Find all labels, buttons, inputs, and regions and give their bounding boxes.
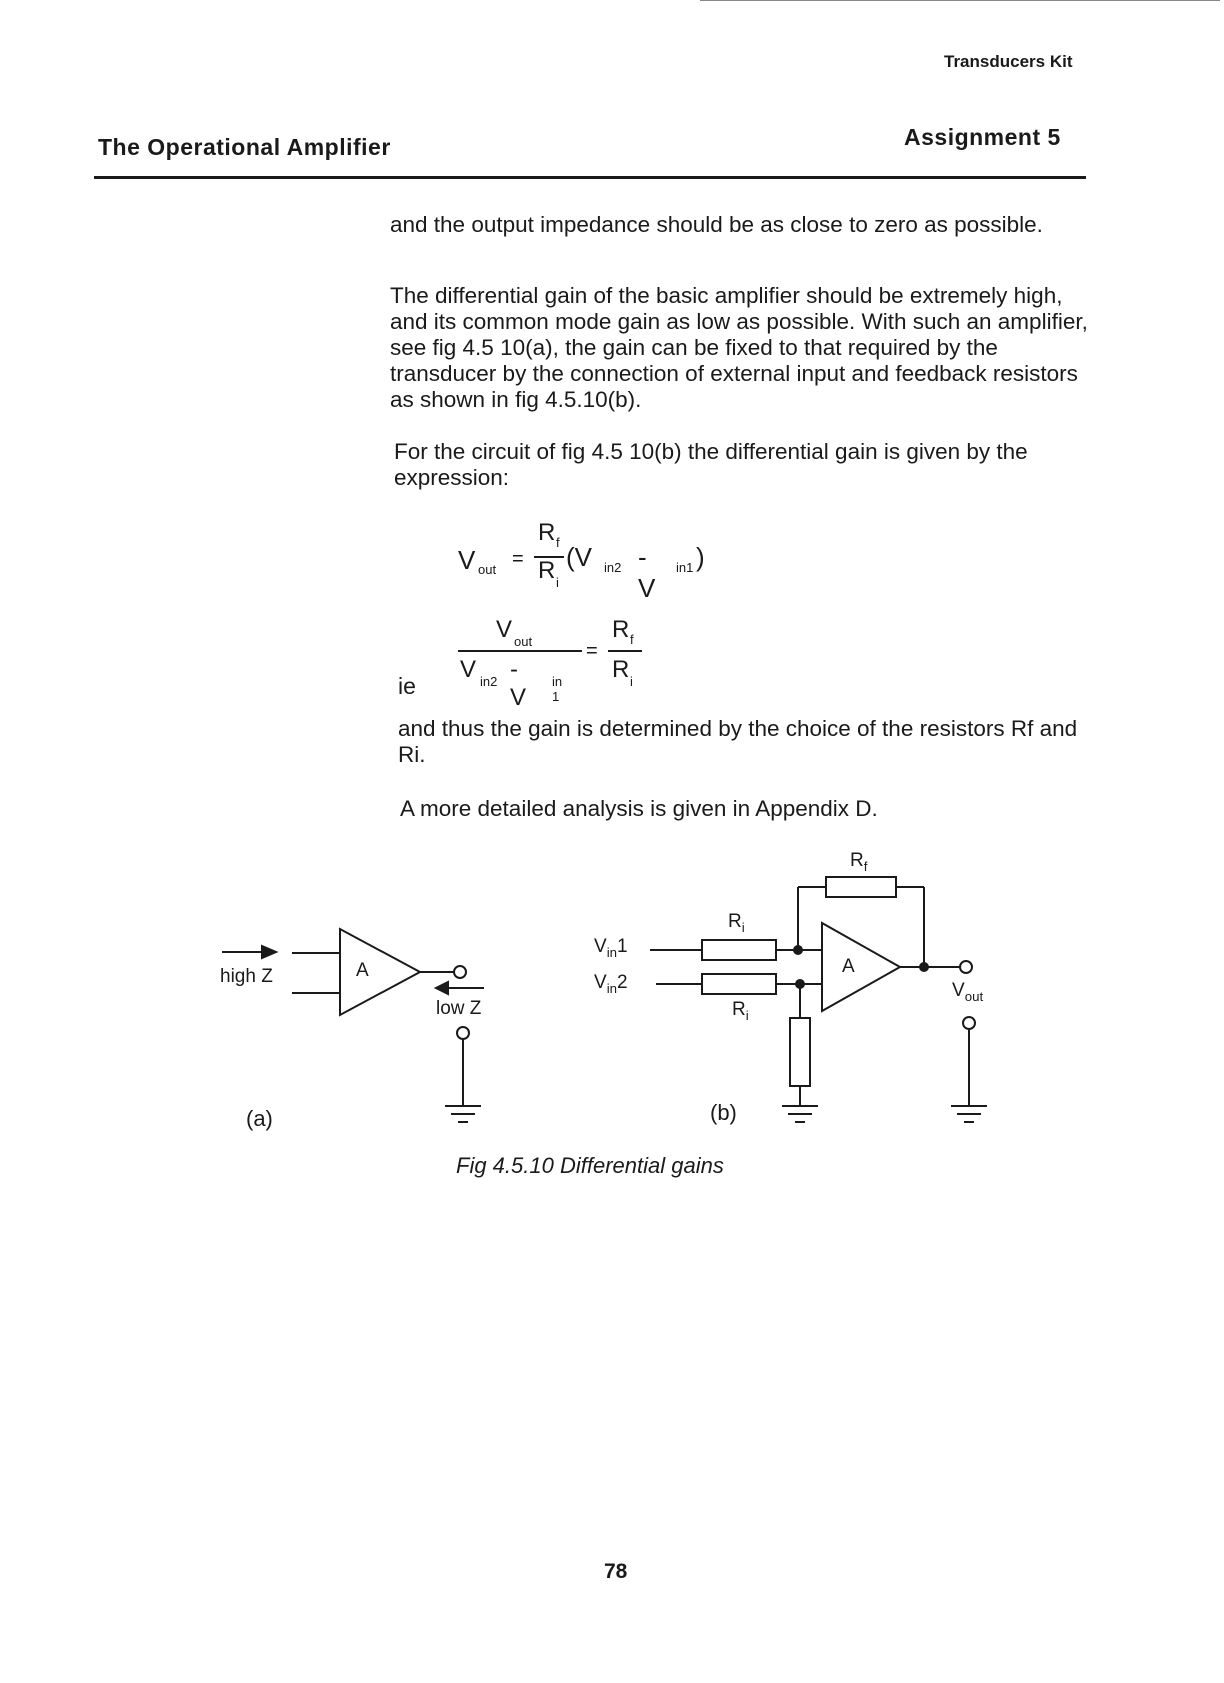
eq1-vin1-sub: in1 — [676, 560, 694, 575]
rf-label: $R_f$ — [850, 850, 868, 874]
eq1-lhs: V — [458, 545, 476, 575]
eq2-rnum-sub: f — [630, 632, 634, 647]
eq2-den-a: V — [460, 656, 477, 683]
paragraph-appendix-reference: A more detailed analysis is given in Appendix D. — [400, 796, 878, 821]
ri-top-label: $R_i$ — [728, 911, 745, 935]
eq2-rden: R — [612, 656, 630, 683]
eq2-rnum: R — [612, 616, 630, 643]
high-z-label: high Z — [220, 966, 273, 987]
eq1-minus: -V — [638, 542, 656, 603]
eq2-den-minus: - V — [510, 656, 527, 711]
paragraph-resistor-choice: and thus the gain is determined by the choice of the resistors Rf and Ri. — [398, 716, 1078, 767]
amplifier-a-symbol — [222, 929, 484, 1122]
eq2-ie: ie — [398, 673, 416, 699]
eq2-num-sub: out — [514, 634, 533, 649]
eq1-den: R — [538, 557, 556, 584]
figure-b-label: (b) — [710, 1100, 737, 1125]
eq1-den-sub: i — [556, 575, 559, 590]
vout-label: $V_{out}$ — [952, 980, 984, 1004]
paragraph-differential-gain: The differential gain of the basic amplifier should be extremely high, and its common mode gain as low as possible. With such an amplifier, see fig 4.5 10(a), the gain can be fixed to that required by the transducer by the connection of external input and feedback resistors as shown in fig 4.5.10(b). — [390, 283, 1088, 412]
amp-b-gain-label: A — [842, 956, 855, 977]
eq1-num: R — [538, 519, 556, 546]
amp-a-gain-label: A — [356, 960, 369, 981]
amplifier-b-circuit — [650, 877, 987, 1122]
header-kit-name: Transducers Kit — [944, 52, 1073, 71]
page-title: The Operational Amplifier — [98, 134, 391, 160]
figure-caption: Fig 4.5.10 Differential gains — [456, 1153, 724, 1178]
eq2-num: V — [496, 616, 513, 643]
eq1-paren: (V — [566, 542, 592, 572]
eq1-lhs-sub: out — [478, 562, 497, 577]
paragraph-expression-intro: For the circuit of fig 4.5 10(b) the differential gain is given by the expression: — [394, 439, 1028, 490]
eq2-den-a-sub: in2 — [480, 674, 498, 689]
page-number: 78 — [604, 1560, 628, 1583]
eq2-equals: = — [586, 640, 598, 662]
low-z-label: low Z — [436, 998, 482, 1019]
vin2-label: $V_{in}2$ — [594, 972, 628, 996]
vin1-label: $V_{in}1$ — [594, 936, 628, 960]
eq1-vin2-sub: in2 — [604, 560, 622, 575]
figure-a-label: (a) — [246, 1106, 273, 1131]
eq1-equals: = — [512, 548, 524, 570]
assignment-label: Assignment 5 — [904, 124, 1061, 150]
eq2-rden-sub: i — [630, 674, 633, 689]
paragraph-output-impedance: and the output impedance should be as close to zero as possible. — [390, 212, 1043, 237]
eq2-den-b-sub: in 1 — [552, 674, 563, 704]
ri-bottom-label: $R_i$ — [732, 999, 749, 1023]
eq1-num-sub: f — [556, 535, 560, 550]
eq1-close: ) — [696, 542, 705, 572]
